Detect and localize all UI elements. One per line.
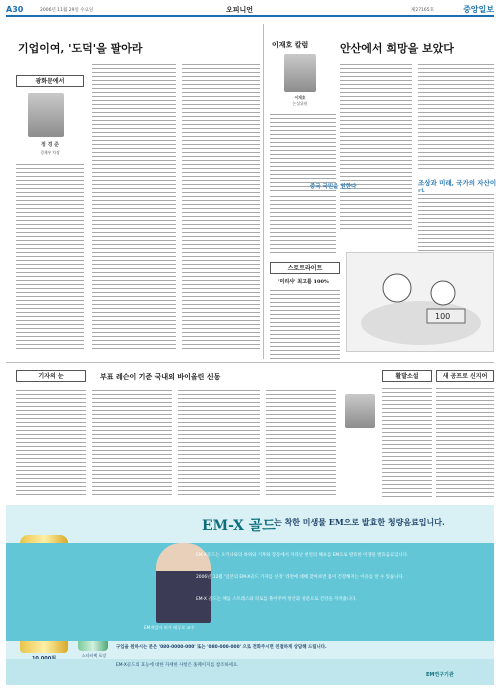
divider — [263, 24, 264, 359]
price-starter-label: 스타터팩 포장 — [81, 653, 107, 658]
cartoon-drawing — [347, 253, 495, 353]
em-x-gold-advertisement — [6, 505, 494, 685]
column3-body-c — [418, 192, 494, 252]
ad-line-3: EM-X 골드는 체를 스트레스와 피로를 풀어주며 항산화 성분으로 건강을 지켜줍니다. — [196, 597, 357, 602]
cartoon-illustration — [346, 252, 494, 352]
new-cartoon-label: 새 공프로 신지어 — [436, 370, 494, 382]
reporter-body-c — [178, 388, 260, 498]
author-role-1: 경제부 차장 — [40, 150, 60, 155]
new-cartoon-body — [436, 386, 494, 498]
column3-body-a — [340, 62, 412, 232]
cartoon-label: 활발소설 — [382, 370, 432, 382]
column1-label: 광화문에서 — [16, 75, 84, 87]
reporter-body-a — [16, 388, 86, 498]
svg-text:100: 100 — [435, 312, 451, 321]
column3-mid-heading: 중국 국민을 원한다 — [310, 184, 357, 190]
column1-body-b — [92, 62, 176, 352]
story-box-label: 스토트라이트 — [270, 262, 340, 274]
cartoon-body — [382, 386, 432, 498]
story-body — [270, 288, 340, 360]
ad-footer-1: 구입을 원하시는 분은 '080-0000-000' 또는 '080-000-000' 으로 전화주시면 친절하게 상담해 드립니다. — [116, 645, 327, 650]
column1-body-c — [182, 62, 260, 352]
reporter-headline: 부표 레슨이 기준 국내외 바이올린 신동 — [100, 372, 221, 381]
column1-body-a — [16, 162, 84, 352]
column3-title: 안산에서 희망을 보았다 — [340, 42, 454, 55]
ad-brand: EM연구기관 — [426, 672, 454, 678]
developer-caption: EM개발자 히가 테루오 교수 — [144, 625, 195, 630]
newspaper-logo: 중앙일보 — [463, 5, 494, 14]
reporter-photo — [345, 394, 375, 428]
column2-body-b — [270, 194, 336, 254]
story-headline: '미리샤' 최고를 100% — [278, 279, 329, 285]
column3-body-b — [418, 62, 494, 172]
reporter-body-b — [92, 388, 172, 498]
ad-line-2: 2006년 12월 '일본의 EM-X골드 기자를 선정' 라면에 대해 찾아보면 몸이 건강해지는 이유를 알 수 있습니다. — [196, 575, 404, 580]
section-title: 오피니언 — [226, 6, 254, 14]
issue-number: 제27165호 — [410, 8, 434, 13]
page-number: A30 — [6, 5, 24, 14]
column1-title: 기업이여, '도덕'을 팔아라 — [18, 42, 143, 55]
reporter-body-d — [266, 388, 336, 498]
author-name-2: 이재호 — [294, 95, 306, 100]
reporter-label: 기자의 눈 — [16, 370, 86, 382]
ad-footer-2: EM-X골드의 효능에 대한 자세한 사항은 홈페이지를 참조하세요. — [116, 663, 239, 668]
author-role-2: 논설위원 — [292, 101, 308, 106]
author-photo-2 — [284, 54, 316, 92]
column2-label: 이재호 칼럼 — [272, 40, 309, 49]
issue-date: 2006년 11월 29일 수요일 — [40, 8, 94, 13]
ad-line-1: EM-X골드는 오키나와의 바위와 기후와 장동에서 자라난 천연의 해초를 EM으로 발효한 미생물 발효음료입니다. — [196, 553, 409, 558]
ad-logo: EM-X 골드 — [202, 518, 276, 534]
column3-subtitle: 조상과 미래, 국가의 자산이 — [418, 179, 497, 187]
author-name-1: 정 경 준 — [41, 142, 59, 148]
page-header — [6, 5, 494, 17]
ad-slogan: 는 착한 미생물 EM으로 발효한 청량음료입니다. — [274, 517, 445, 527]
author-photo-1 — [28, 93, 64, 137]
divider — [6, 362, 494, 363]
